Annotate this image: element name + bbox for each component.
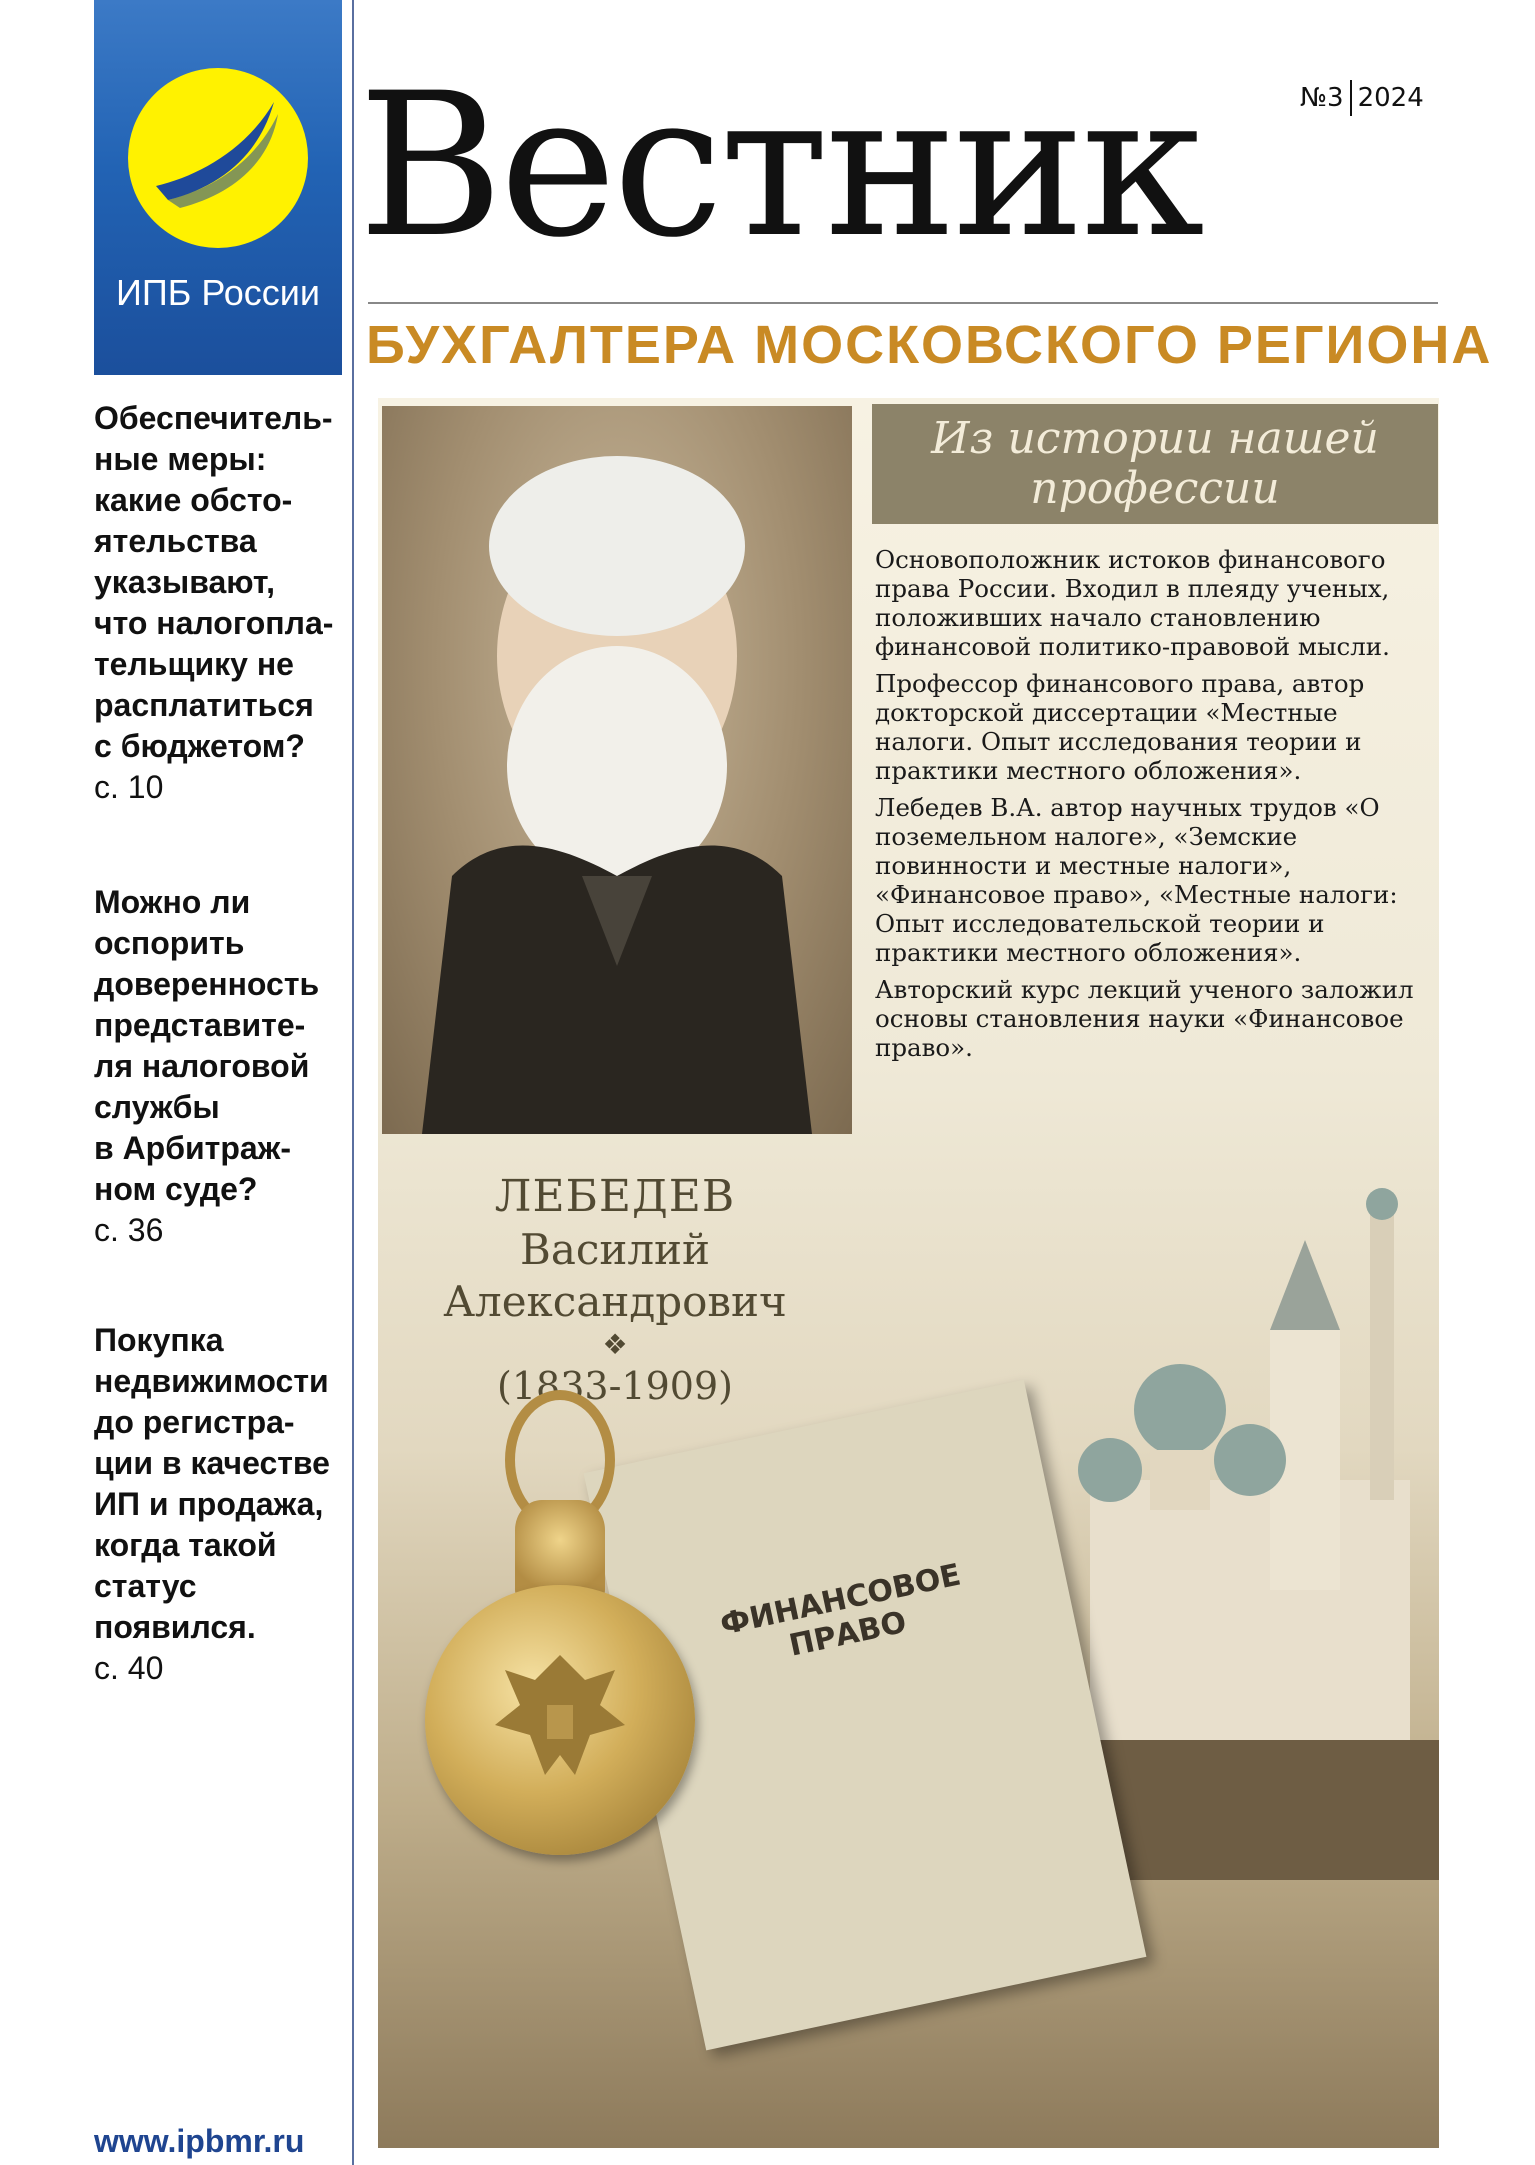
issue-year: 2024: [1357, 83, 1424, 113]
teaser-page: с. 40: [94, 1650, 164, 1686]
portrait-figure: [382, 406, 852, 1134]
person-name-block: [380, 1170, 850, 1410]
teaser-page: с. 36: [94, 1212, 164, 1248]
masthead-rule: [368, 302, 1438, 304]
teaser-page: с. 10: [94, 769, 164, 805]
double-eagle-icon: [425, 1585, 695, 1855]
website-link[interactable]: www.ipbmr.ru: [94, 2123, 305, 2159]
ornament-icon: ❖: [602, 1328, 628, 1361]
bio-paragraph: Основоположник истоков финансового права России. Входил в плеяду ученых, положивших начало становлению финансовой политико-правовой мысли.: [875, 545, 1390, 661]
bio-paragraph: Лебедев В.А. автор научных трудов «О поземельном налоге», «Земские повинности и местные налоги», «Финансовое право», «Местные налоги: Опыт исследовательской теории и практики местного обложения».: [875, 793, 1398, 967]
column-divider: [352, 0, 354, 2165]
teaser-title: Обеспечитель- ные меры: какие обсто- ятельства указывают, что налогопла- тельщику не расплатиться с бюджетом?: [94, 400, 334, 764]
book-title: ФИНАНСОВОЕ ПРАВО: [717, 1557, 964, 1664]
pocket-watch-icon: [425, 1585, 695, 1855]
portrait-photo: [382, 406, 852, 1134]
teaser-3[interactable]: [94, 1320, 354, 1689]
section-banner: Из истории нашей профессии: [872, 404, 1438, 524]
left-sidebar: [0, 0, 352, 2165]
bio-paragraph: Профессор финансового права, автор докторской диссертации «Местные налоги. Опыт исследования теории и практики местного обложения».: [875, 669, 1365, 785]
person-years: (1833-1909): [497, 1364, 733, 1408]
teaser-title: Покупка недвижимости до регистра- ции в качестве ИП и продажа, когда такой статус появился.: [94, 1322, 330, 1645]
magazine-subtitle: БУХГАЛТЕРА МОСКОВСКОГО РЕГИОНА: [366, 315, 1493, 375]
person-last-name: ЛЕБЕДЕВ: [494, 1171, 736, 1222]
person-first-names: Василий Александрович: [443, 1225, 787, 1326]
logo-text: ИПБ России: [115, 272, 321, 313]
church-illustration: [1050, 1180, 1439, 1880]
publisher-logo: [94, 0, 342, 375]
swoosh-icon: [128, 68, 308, 248]
teaser-2[interactable]: [94, 882, 354, 1251]
teaser-1[interactable]: [94, 398, 354, 808]
logo-emblem-icon: [128, 68, 308, 248]
teaser-title: Можно ли оспорить доверенность представите- ля налоговой службы в Арбитраж- ном суде?: [94, 884, 320, 1207]
magazine-title: Вестник: [358, 50, 1201, 281]
issue-number: №3: [1300, 83, 1344, 113]
biography-text: [875, 545, 1431, 1070]
bio-paragraph: Авторский курс лекций ученого заложил основы становления науки «Финансовое право».: [875, 975, 1414, 1062]
